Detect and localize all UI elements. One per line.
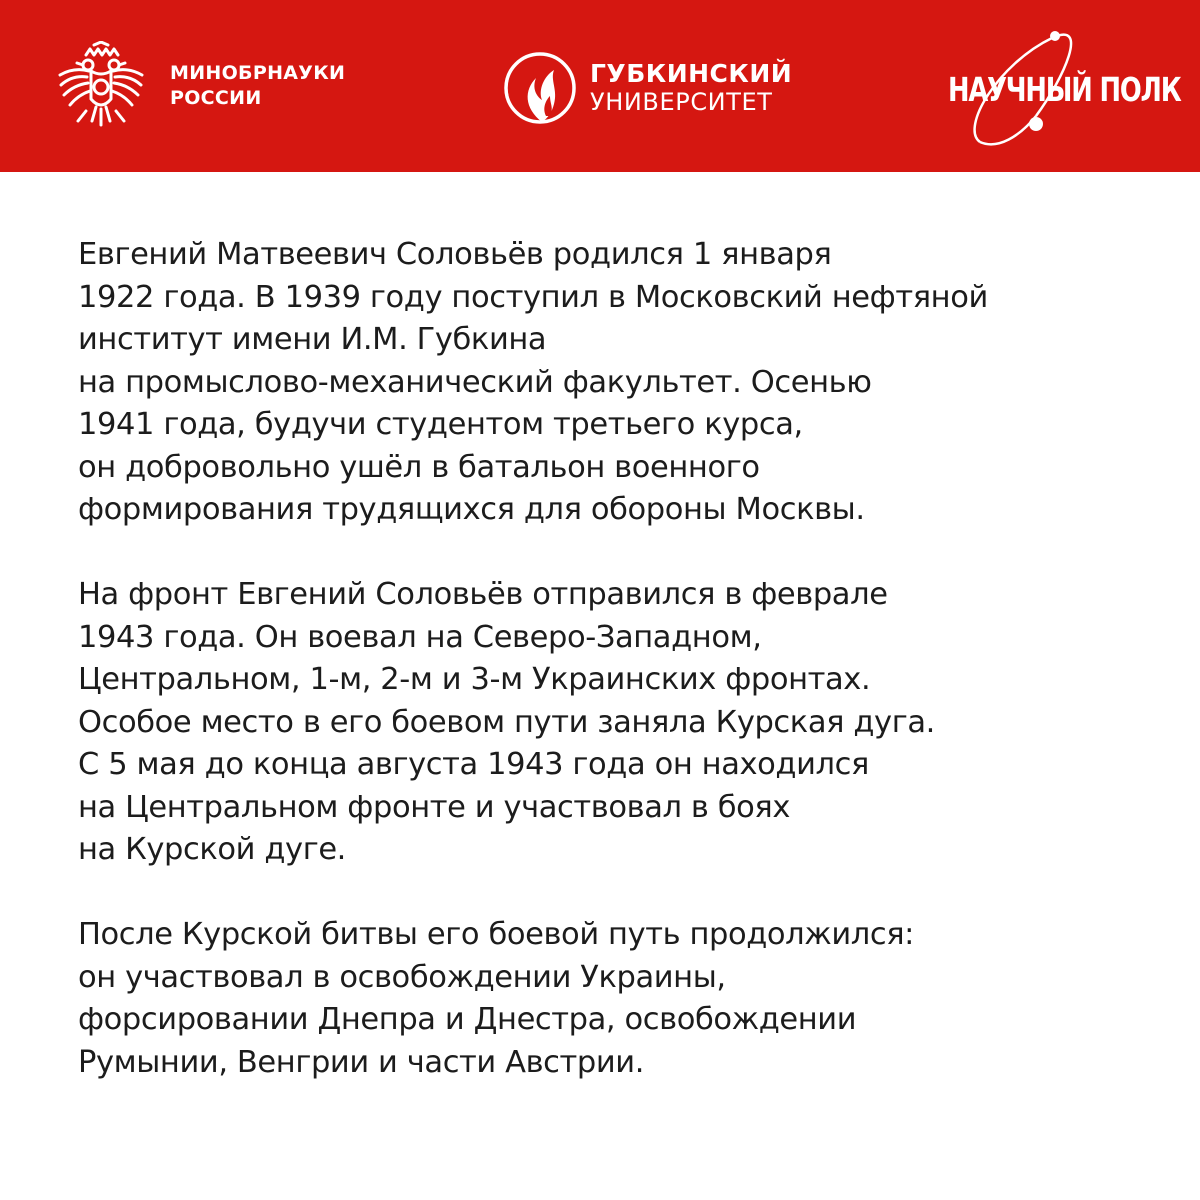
paragraph-line: форсировании Днепра и Днестра, освобождении: [78, 1002, 857, 1037]
ministry-name: [170, 61, 345, 111]
paragraph-line: Евгений Матвеевич Соловьёв родился 1 января: [78, 237, 832, 272]
paragraph-line: формирования трудящихся для обороны Москвы.: [78, 492, 865, 527]
paragraph-line: С 5 мая до конца августа 1943 года он находился: [78, 747, 869, 782]
university-name: [590, 60, 792, 116]
article-body: [78, 234, 1158, 1084]
project-logo: [940, 24, 1181, 154]
paragraph-line: 1941 года, будучи студентом третьего курса,: [78, 407, 803, 442]
ministry-logo: [56, 40, 345, 132]
paragraph-line: он добровольно ушёл в батальон военного: [78, 449, 760, 485]
paragraph-line: 1922 года. В 1939 году поступил в Московский нефтяной: [78, 279, 988, 315]
paragraph-line: После Курской битвы его боевой путь продолжился:: [78, 917, 915, 952]
paragraph-line: на Курской дуге.: [78, 832, 346, 867]
header-banner: [0, 0, 1200, 172]
ministry-line-2: РОССИИ: [170, 87, 262, 109]
paragraph-line: на промыслово-механический факультет. Осенью: [78, 364, 872, 400]
paragraph-line: на Центральном фронте и участвовал в боях: [78, 789, 791, 825]
flame-circle-emblem-icon: [502, 46, 578, 130]
paragraph-line: 1943 года. Он воевал на Северо-Западном,: [78, 619, 762, 655]
university-logo: [502, 46, 792, 130]
paragraph-line: На фронт Евгений Соловьёв отправился в феврале: [78, 577, 888, 612]
ministry-line-1: МИНОБРНАУКИ: [170, 62, 346, 84]
university-line-2: УНИВЕРСИТЕТ: [590, 88, 773, 116]
university-line-1: ГУБКИНСКИЙ: [590, 59, 793, 88]
paragraph-line: Центральном, 1-м, 2-м и 3-м Украинских фронтах.: [78, 662, 871, 697]
paragraph-1: [78, 234, 1158, 532]
project-name: НАУЧНЫЙ ПОЛК: [948, 70, 1181, 109]
paragraph-2: [78, 574, 1158, 872]
paragraph-line: Особое место в его боевом пути заняла Курская дуга.: [78, 704, 935, 740]
paragraph-line: он участвовал в освобождении Украины,: [78, 959, 726, 995]
paragraph-3: [78, 914, 1158, 1084]
paragraph-line: Румынии, Венгрии и части Австрии.: [78, 1044, 645, 1080]
paragraph-line: институт имени И.М. Губкина: [78, 322, 547, 357]
double-headed-eagle-emblem-icon: [56, 41, 146, 131]
